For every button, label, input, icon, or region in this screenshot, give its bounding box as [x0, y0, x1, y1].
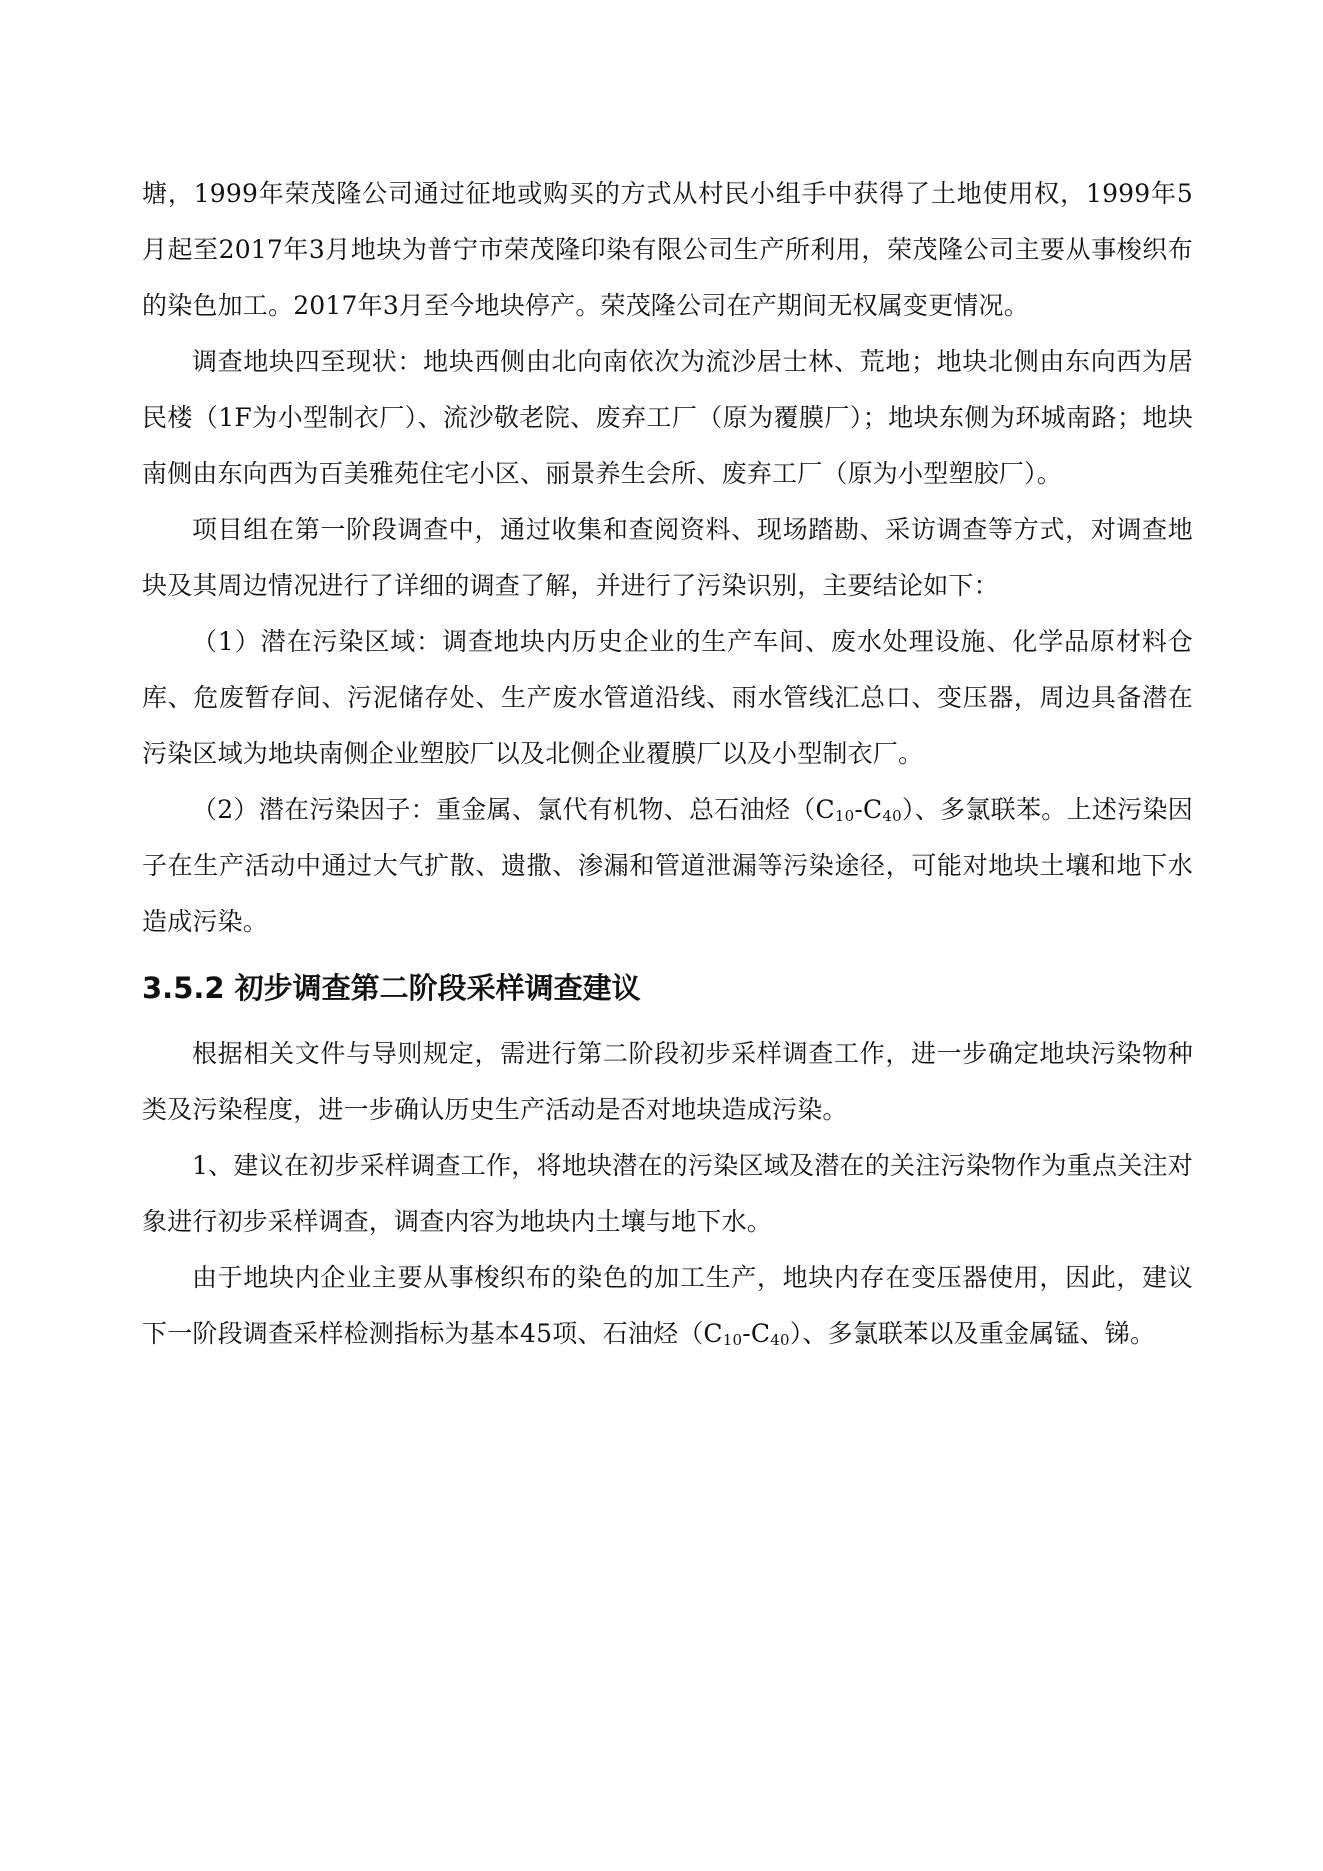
paragraph-test-indicators: [142, 1250, 1193, 1362]
subscript: 10: [834, 807, 855, 825]
paragraph-site-surroundings: 调查地块四至现状：地块西侧由北向南依次为流沙居士林、荒地；地块北侧由东向西为居民楼（1F为小型制衣厂）、流沙敬老院、废弃工厂（原为覆膜厂）；地块东侧为环城南路；地块南侧由东向西为百美雅苑住宅小区、丽景养生会所、废弃工厂（原为小型塑胶厂）。: [142, 347, 1193, 488]
paragraph-sampling-suggestion: 1、建议在初步采样调查工作，将地块潜在的污染区域及潜在的关注污染物作为重点关注对象进行初步采样调查，调查内容为地块内土壤与地下水。: [142, 1151, 1193, 1236]
paragraph-phase-one-summary: 项目组在第一阶段调查中，通过收集和查阅资料、现场踏勘、采访调查等方式，对调查地块及其周边情况进行了详细的调查了解，并进行了污染识别，主要结论如下：: [142, 515, 1193, 600]
text-segment: -C: [854, 795, 883, 824]
text-segment: -C: [742, 1319, 771, 1348]
text-segment: 由于地块内企业主要从事梭织布的染色的加工生产，地块内存在变压器使用，因此，建议下一阶段调查采样检测指标为基本45项、石油烃（C: [142, 1263, 1193, 1348]
paragraph-potential-pollution-areas: （1）潜在污染区域：调查地块内历史企业的生产车间、废水处理设施、化学品原材料仓库、危废暂存间、污泥储存处、生产废水管道沿线、雨水管线汇总口、变压器，周边具备潜在污染区域为地块南侧企业塑胶厂以及北侧企业覆膜厂以及小型制衣厂。: [142, 627, 1193, 768]
text-segment: （2）潜在污染因子：重金属、氯代有机物、总石油烃（C: [192, 795, 835, 824]
paragraph-phase-two-requirement: 根据相关文件与导则规定，需进行第二阶段初步采样调查工作，进一步确定地块污染物种类及污染程度，进一步确认历史生产活动是否对地块造成污染。: [142, 1039, 1193, 1124]
paragraph-potential-pollution-factors: [142, 782, 1193, 950]
text-segment: ）、多氯联苯。上述污染因子在生产活动中通过大气扩散、遗撒、渗漏和管道泄漏等污染途径，可能对地块土壤和地下水造成污染。: [142, 795, 1193, 936]
subscript: 40: [770, 1331, 790, 1349]
paragraph-land-history: 塘，1999年荣茂隆公司通过征地或购买的方式从村民小组手中获得了土地使用权，1999年5月起至2017年3月地块为普宁市荣茂隆印染有限公司生产所利用，荣茂隆公司主要从事梭织布的染色加工。2017年3月至今地块停产。荣茂隆公司在产期间无权属变更情况。: [142, 179, 1193, 320]
document-page: [142, 166, 1193, 1362]
text-segment: ）、多氯联苯以及重金属锰、锑。: [789, 1319, 1156, 1348]
subscript: 40: [882, 807, 902, 825]
section-heading: 3.5.2 初步调查第二阶段采样调查建议: [142, 971, 641, 1005]
subscript: 10: [722, 1331, 743, 1349]
